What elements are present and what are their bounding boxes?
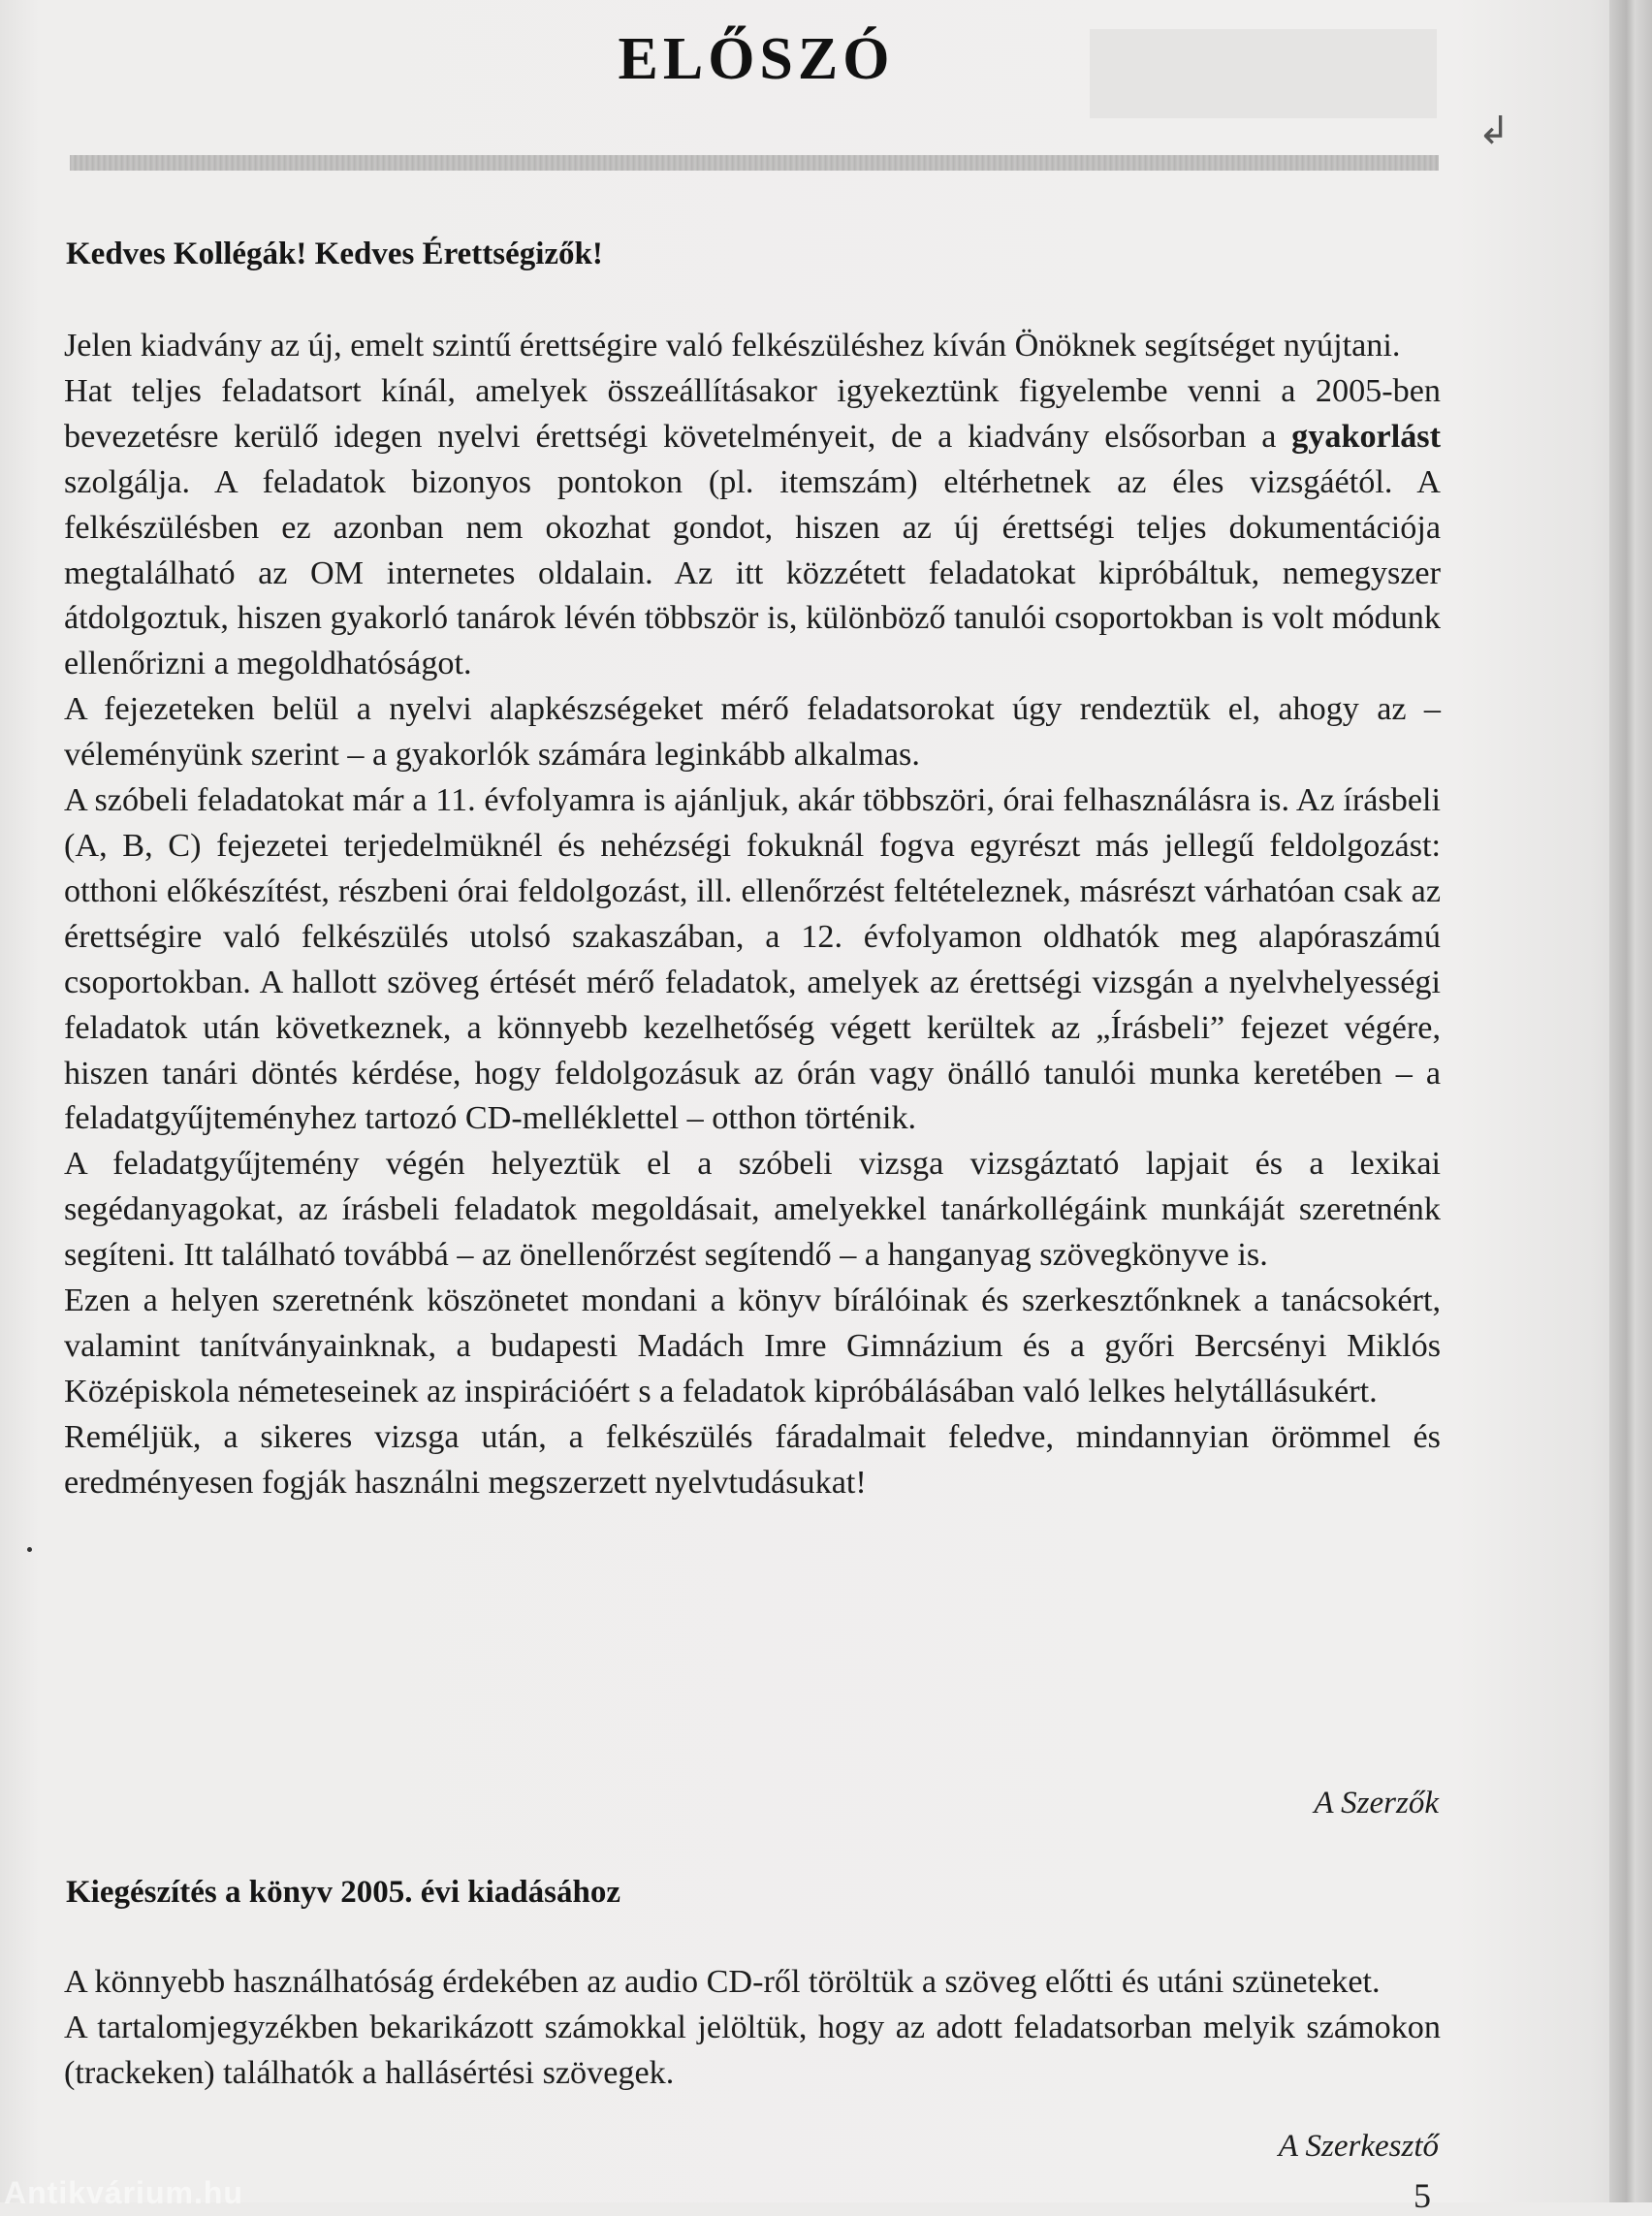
supplement-paragraph: A tartalomjegyzékben bekarikázott számokkal jelöltük, hogy az adott feladatsorban melyik számokon (trackeken) találhatók a hallásértési szövegek. [64,2009,1441,2091]
preface-paragraph: A fejezeteken belül a nyelvi alapkészségeket mérő feladatsorokat úgy rendeztük el, ahogy az – véleményünk szerint – a gyakorlók számára leginkább alkalmas. [64,691,1441,774]
preface-paragraph: Ezen a helyen szeretnénk köszönetet mondani a könyv bírálóinak és szerkesztőnknek a tanácsokért, valamint tanítványainknak, a budapesti Madách Imre Gimnázium és a győri Bercsényi Miklós Középiskola németeseinek az inspirációért s a feladatok kipróbálásában való lelkes helytállásukért. [64,1282,1441,1409]
supplement-body [64,1960,1441,2097]
pencil-mark-icon: ↲ [1477,109,1510,153]
authors-signature: A Szerzők [1314,1786,1439,1820]
supplement-heading: Kiegészítés a könyv 2005. évi kiadásához [66,1875,621,1910]
stray-mark [27,1547,32,1552]
paragraph-text: szolgálja. [64,463,191,500]
page-title: ELŐSZÓ [618,26,895,92]
paragraph-text: A feladatok bizonyos pontokon (pl. itemszám) eltérhetnek az éles vizsgáétól. A felkészülésben ez azonban nem okozhat gondot, hiszen az új érettségi teljes dokumentációja megtalálható az OM internetes oldalain. Az itt közzétett feladatokat kipróbáltuk, nemegyszer átdolgoztuk, hiszen gyakorló tanárok lévén többször is, különböző tanulói csoportokban is volt módunk ellenőrizni a megoldhatóságot. [64,463,1441,682]
watermark: Antikvárium.hu [4,2175,243,2210]
page-edge-shadow [1609,0,1652,2202]
emphasis-text: gyakorlást [1291,418,1441,455]
preface-paragraph: Jelen kiadvány az új, emelt szintű érettségire való felkészüléshez kíván Önöknek segítséget nyújtani. [64,328,1401,364]
preface-paragraph: Reméljük, a sikeres vizsga után, a felkészülés fáradalmait feledve, mindannyian örömmel és eredményesen fogják használni megszerzett nyelvtudásukat! [64,1418,1441,1501]
page-number: 5 [1414,2176,1431,2215]
editor-signature: A Szerkesztő [1278,2129,1439,2164]
preface-paragraph: A szóbeli feladatokat már a 11. évfolyamra is ajánljuk, akár többszöri, órai felhasználásra is. Az írásbeli (A, B, C) fejezetei terjedelmüknél és nehézségi fokuknál fogva egyrészt más jellegű feldolgozást: otthoni előkészítést, részbeni órai feldolgozást, ill. ellenőrzést feltételeznek, másrészt várhatóan csak az érettségire való felkészülés utolsó szakaszában, a 12. évfolyamon oldhatók meg alapóraszámú csoportokban. A hallott szöveg értését mérő feladatok, amelyek az érettségi vizsgán a nyelvhelyességi feladatok után következnek, a könnyebb kezelhetőség végett kerültek az „Írásbeli” fejezet végére, hiszen tanári döntés kérdése, hogy feldolgozásuk az órán vagy önálló tanulói munka keretében – a feladatgyűjteményhez tartozó CD-melléklettel – otthon történik. [64,782,1441,1137]
paragraph-text: Hat teljes feladatsort kínál, amelyek összeállításakor igyekeztünk figyelembe venni a 2005-ben bevezetésre kerülő idegen nyelvi érettségi követelményeit, de a kiadvány elsősorban a [64,372,1441,455]
preface-paragraph: A feladatgyűjtemény végén helyeztük el a szóbeli vizsga vizsgáztató lapjait és a lexikai segédanyagokat, az írásbeli feladatok megoldásait, amelyekkel tanárkollégáink munkáját szeretnénk segíteni. Itt található továbbá – az önellenőrzést segítendő – a hanganyag szövegkönyve is. [64,1146,1441,1274]
title-divider [70,155,1439,171]
preface-body [64,324,1441,1506]
greeting-heading: Kedves Kollégák! Kedves Érettségizők! [66,237,603,271]
preface-paragraph [64,369,1441,687]
supplement-paragraph: A könnyebb használhatóság érdekében az audio CD-ről töröltük a szöveg előtti és utáni szüneteket. [64,1964,1381,2000]
